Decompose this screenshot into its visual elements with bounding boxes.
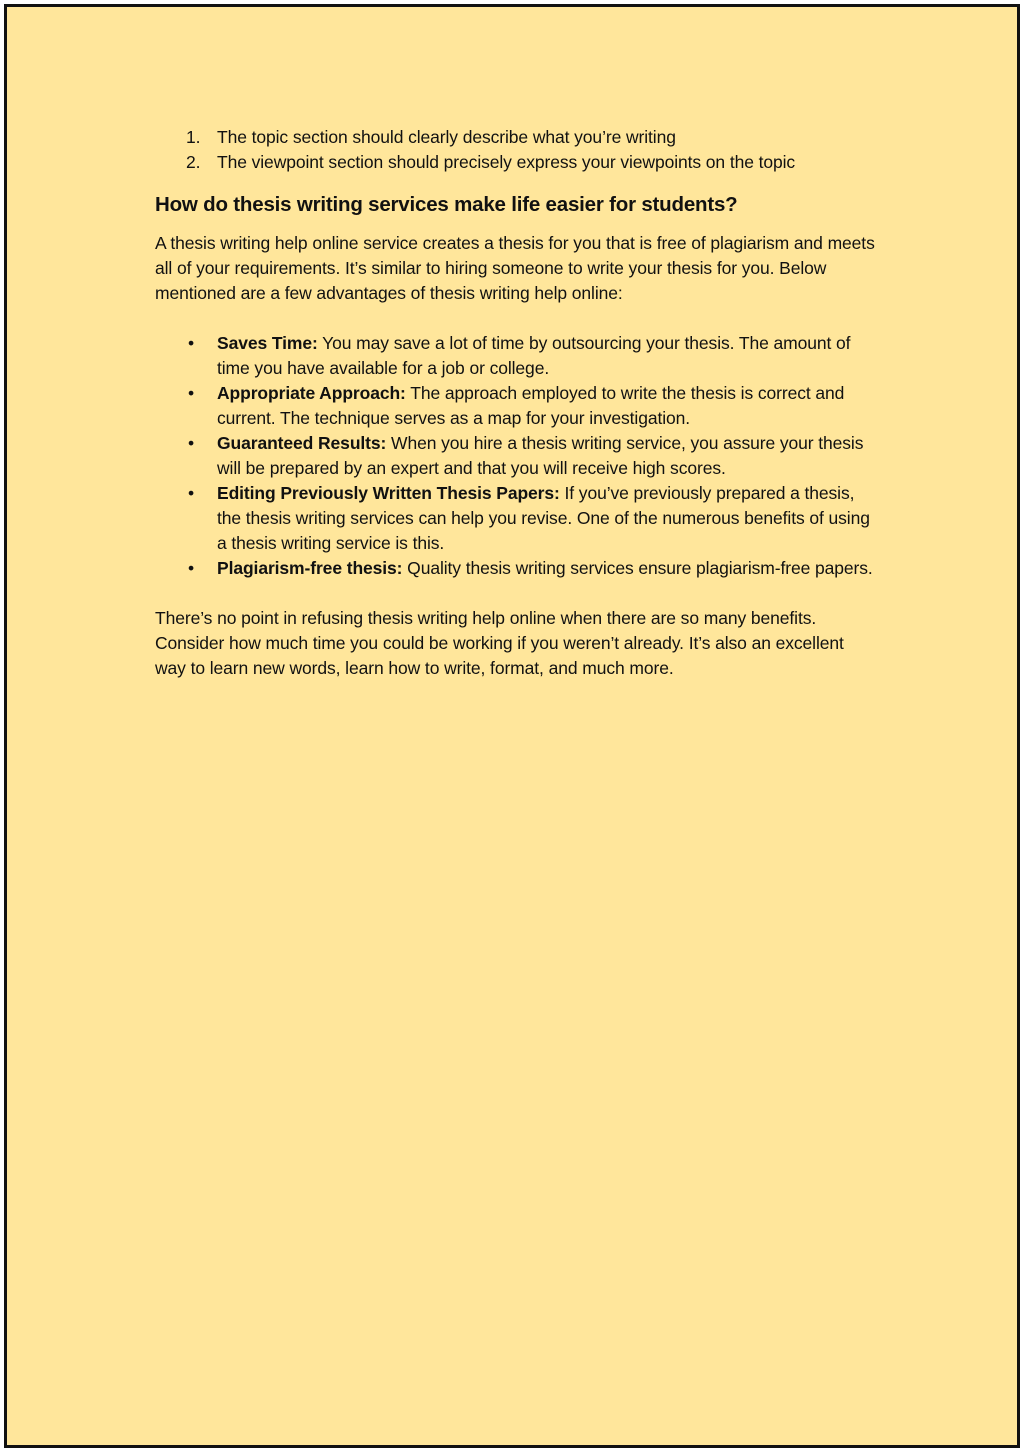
- list-item-text: The topic section should clearly describe what you’re writing: [217, 127, 676, 147]
- list-item: [155, 556, 875, 581]
- advantage-text: If you’ve previously prepared a thesis, the thesis writing services can help you revise. One of the numerous benefits of using a thesis writing service is this.: [217, 483, 870, 553]
- bullet-icon: •: [188, 433, 195, 453]
- advantage-title: Editing Previously Written Thesis Papers:: [217, 483, 560, 503]
- advantage-title: Plagiarism-free thesis:: [217, 558, 403, 578]
- section-heading: How do thesis writing services make life easier for students?: [155, 193, 738, 216]
- list-item: [155, 481, 875, 556]
- advantage-title: Guaranteed Results:: [217, 433, 387, 453]
- list-number: 1.: [186, 127, 201, 147]
- bullet-icon: •: [188, 483, 195, 503]
- list-item: [155, 381, 875, 431]
- conclusion-paragraph: There’s no point in refusing thesis writing help online when there are so many benefits. Consider how much time you could be working if you weren’t already. It’s also an excellent way to learn new words, learn how to write, format, and much more.: [155, 608, 844, 678]
- advantage-title: Appropriate Approach:: [217, 383, 406, 403]
- document-page: [4, 4, 1020, 1448]
- bullet-icon: •: [188, 333, 195, 353]
- list-item-text: The viewpoint section should precisely express your viewpoints on the topic: [217, 152, 796, 172]
- list-item: [155, 150, 875, 175]
- list-number: 2.: [186, 152, 201, 172]
- list-item: [155, 431, 875, 481]
- numbered-list: [155, 125, 875, 175]
- advantage-text: You may save a lot of time by outsourcing your thesis. The amount of time you have available for a job or college.: [217, 333, 851, 378]
- bullet-icon: •: [188, 558, 195, 578]
- document-content: [155, 125, 875, 681]
- advantage-text: The approach employed to write the thesis is correct and current. The technique serves as a map for your investigation.: [217, 383, 845, 428]
- list-item: [155, 331, 875, 381]
- intro-paragraph: A thesis writing help online service creates a thesis for you that is free of plagiarism and meets all of your requirements. It’s similar to hiring someone to write your thesis for you. Below mentioned are a few advantages of thesis writing help online:: [155, 233, 875, 303]
- advantage-text: When you hire a thesis writing service, you assure your thesis will be prepared by an expert and that you will receive high scores.: [217, 433, 864, 478]
- advantage-title: Saves Time:: [217, 333, 318, 353]
- advantages-list: [155, 331, 875, 581]
- bullet-icon: •: [188, 383, 195, 403]
- list-item: [155, 125, 875, 150]
- advantage-text: Quality thesis writing services ensure plagiarism-free papers.: [402, 558, 873, 578]
